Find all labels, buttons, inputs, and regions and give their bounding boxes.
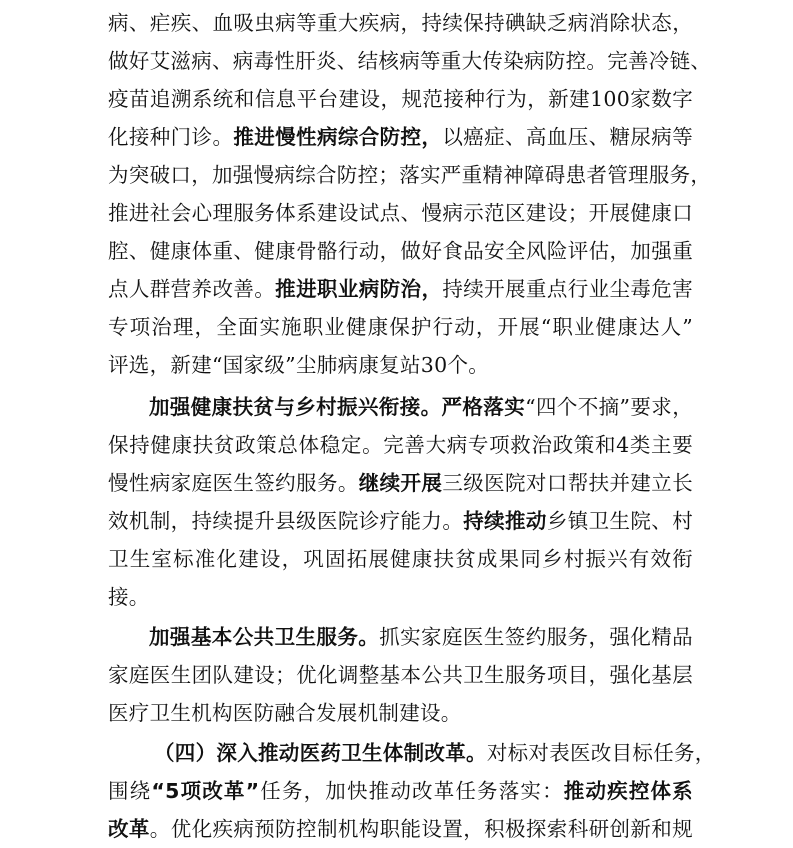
text-segment: “四个不摘”要求， xyxy=(525,395,693,419)
text-line xyxy=(108,464,693,502)
text-segment: 评选，新建“国家级”尘肺病康复站30个。 xyxy=(108,353,490,377)
bold-text-segment: 改革 xyxy=(108,817,150,841)
text-segment: 专项治理，全面实施职业健康保护行动，开展“职业健康达人” xyxy=(108,315,693,339)
bold-text-segment: 严格落实 xyxy=(441,395,526,419)
bold-text-segment: 加强健康扶贫与乡村振兴衔接。 xyxy=(149,395,442,419)
bold-text-segment: （四）深入推动医药卫生体制改革。 xyxy=(154,741,487,765)
text-segment: 做好艾滋病、病毒性肝炎、结核病等重大传染病防控。完善冷链、 xyxy=(108,49,712,73)
text-segment: 效机制，持续提升县级医院诊疗能力。 xyxy=(108,509,464,533)
text-line xyxy=(108,346,693,384)
text-segment: 慢性病家庭医生签约服务。 xyxy=(108,471,359,495)
text-segment: 围绕 xyxy=(108,779,152,803)
bold-text-segment: 加强基本公共卫生服务。 xyxy=(149,625,380,649)
text-segment: 。优化疾病预防控制机构职能设置，积极探索科研创新和规 xyxy=(149,817,693,841)
text-segment: 以癌症、高血压、糖尿病等 xyxy=(442,125,693,149)
text-segment: 点人群营养改善。 xyxy=(108,277,276,301)
text-segment: 接。 xyxy=(108,585,150,609)
text-segment: 推进社会心理服务体系建设试点、慢病示范区建设；开展健康口 xyxy=(108,201,693,225)
bold-text-segment: 持续推动 xyxy=(463,509,547,533)
text-line xyxy=(154,734,716,772)
text-segment: 抓实家庭医生签约服务，强化精品 xyxy=(379,625,693,649)
bold-text-segment: 推进职业病防治， xyxy=(275,277,443,301)
bold-text-segment: 推进慢性病综合防控， xyxy=(233,125,443,149)
text-segment: 为突破口，加强慢病综合防控；落实严重精神障碍患者管理服务， xyxy=(108,163,712,187)
text-line xyxy=(108,772,693,810)
text-segment: 三级医院对口帮扶并建立长 xyxy=(442,471,693,495)
text-segment: 化接种门诊。 xyxy=(108,125,234,149)
bold-text-segment: 推动疾控体系 xyxy=(563,779,693,803)
text-segment: 医疗卫生机构医防融合发展机制建设。 xyxy=(108,701,462,725)
text-segment: 卫生室标准化建设，巩固拓展健康扶贫成果同乡村振兴有效衔 xyxy=(108,547,693,571)
text-segment: 病、疟疾、血吸虫病等重大疾病，持续保持碘缺乏病消除状态， xyxy=(108,11,693,35)
text-line xyxy=(108,694,693,732)
text-line xyxy=(108,810,693,848)
text-line xyxy=(108,308,693,346)
text-segment: 保持健康扶贫政策总体稳定。完善大病专项救治政策和4类主要 xyxy=(108,433,693,457)
text-segment: 对标对表医改目标任务， xyxy=(486,741,716,765)
text-line xyxy=(108,270,693,308)
text-line xyxy=(149,388,693,426)
text-segment: 持续开展重点行业尘毒危害 xyxy=(442,277,693,301)
bold-text-segment: 继续开展 xyxy=(358,471,443,495)
text-line xyxy=(108,426,693,464)
bold-text-segment: “5项改革” xyxy=(151,779,260,803)
text-line xyxy=(108,656,693,694)
text-segment: 乡镇卫生院、村 xyxy=(546,509,694,533)
text-line xyxy=(149,618,693,656)
text-line xyxy=(108,578,693,616)
text-line xyxy=(108,42,712,80)
text-line xyxy=(108,502,693,540)
text-line xyxy=(108,156,712,194)
text-line xyxy=(108,232,693,270)
text-line xyxy=(108,80,693,118)
text-line xyxy=(108,194,693,232)
text-segment: 任务，加快推动改革任务落实： xyxy=(259,779,564,803)
text-line xyxy=(108,4,693,42)
text-segment: 腔、健康体重、健康骨骼行动，做好食品安全风险评估，加强重 xyxy=(108,239,693,263)
text-line xyxy=(108,118,693,156)
text-segment: 家庭医生团队建设；优化调整基本公共卫生服务项目，强化基层 xyxy=(108,663,693,687)
text-line xyxy=(108,540,693,578)
text-segment: 疫苗追溯系统和信息平台建设，规范接种行为，新建100家数字 xyxy=(108,87,693,111)
